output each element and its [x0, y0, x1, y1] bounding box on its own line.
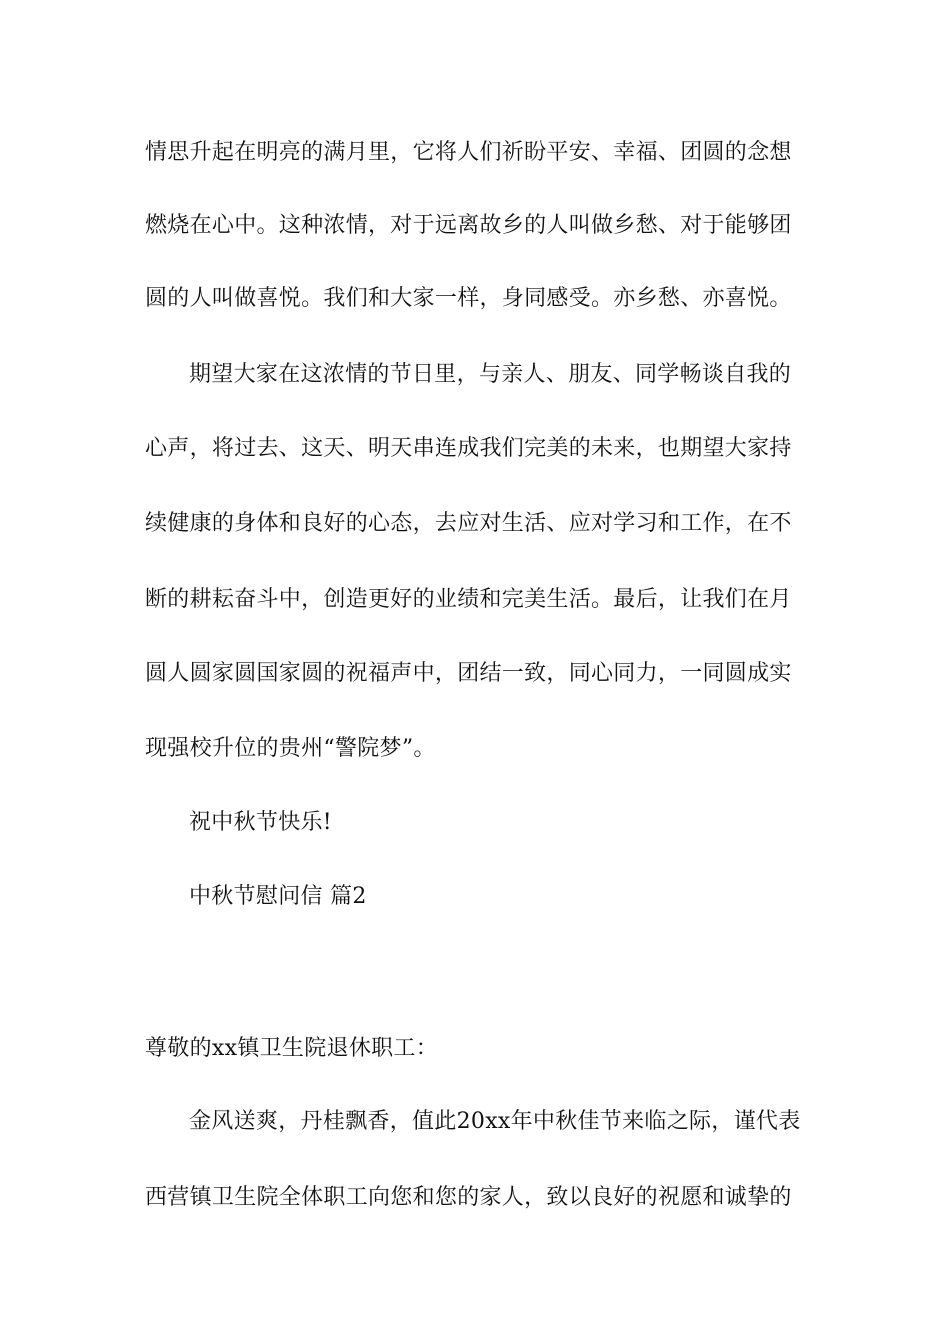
paragraph-first-line: 金风送爽，丹桂飘香，值此20xx年中秋佳节来临之际，谨代表 — [189, 1109, 801, 1134]
body-text-line: 圆人圆家圆国家圆的祝福声中，团结一致，同心同力，一同圆成实 — [145, 661, 792, 686]
body-text-line: 圆的人叫做喜悦。我们和大家一样，身同感受。亦乡愁、亦喜悦。 — [145, 286, 792, 311]
body-text-line: 情思升起在明亮的满月里，它将人们祈盼平安、幸福、团圆的念想 — [145, 140, 792, 165]
section-heading: 中秋节慰问信 篇2 — [189, 884, 367, 909]
body-text-line: 心声，将过去、这天、明天串连成我们完美的未来，也期望大家持 — [145, 436, 792, 461]
body-text-line: 续健康的身体和良好的心态，去应对生活、应对学习和工作，在不 — [145, 511, 792, 536]
salutation-line: 尊敬的xx镇卫生院退休职工： — [145, 1036, 439, 1061]
body-text-line: 现强校升位的贵州“警院梦”。 — [145, 736, 436, 761]
body-text-line: 燃烧在心中。这种浓情，对于远离故乡的人叫做乡愁、对于能够团 — [145, 213, 792, 238]
body-text-line: 断的耕耘奋斗中，创造更好的业绩和完美生活。最后，让我们在月 — [145, 587, 792, 612]
paragraph-first-line: 期望大家在这浓情的节日里，与亲人、朋友、同学畅谈自我的 — [189, 362, 792, 387]
greeting-line: 祝中秋节快乐! — [189, 810, 332, 835]
body-text-line: 西营镇卫生院全体职工向您和您的家人，致以良好的祝愿和诚挚的 — [145, 1185, 792, 1210]
